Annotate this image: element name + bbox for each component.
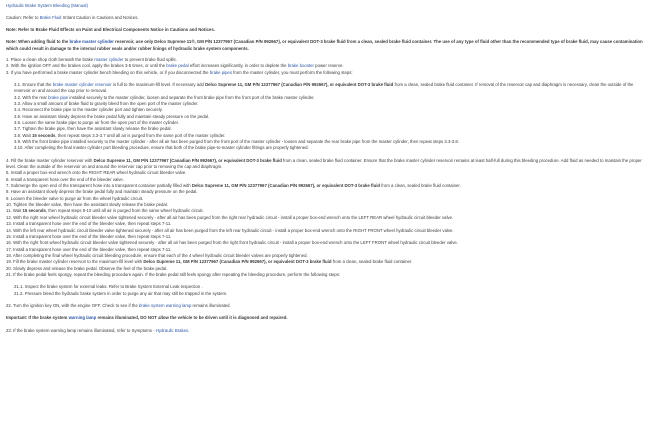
- step-text: 1. Place a clean shop cloth beneath the brake: [6, 56, 95, 62]
- brake-pedal-link[interactable]: brake pedal: [166, 63, 189, 69]
- important-text: remains illuminated, DO NOT allow the vehicle to be driven until it is diagnosed and repaired.: [96, 315, 288, 321]
- step-3-4: 3.4. Reconnect the brake pipe to the master cylinder port and tighten securely.: [14, 107, 163, 113]
- step-text: 19. Fill the brake master cylinder reservoir to the maximum-fill level with: [6, 259, 144, 265]
- step-text: 22. Turn the ignition key ON, with the engine OFF. Check to see if the: [6, 302, 140, 308]
- note-fluid: [6, 39, 644, 52]
- step-text: from a clean, sealed brake fluid container.: [331, 259, 413, 265]
- step-text: 2. With the ignition OFF and the brakes cool, apply the brakes 3-5 times, or until the: [6, 63, 167, 69]
- step-23: [6, 328, 644, 334]
- step-text: .: [188, 327, 190, 333]
- step-text: 3. If you have performed a brake master cylinder bench bleeding on this vehicle, or if you disconnected the: [6, 69, 210, 75]
- step-21-2: 21.2. Pressure bleed the hydraulic brake system in order to purge any air that may still be trapped in the system.: [14, 290, 228, 296]
- step-15: 15. Install a transparent hose over the end of the bleeder valve, then repeat steps 7-11.: [6, 233, 172, 239]
- fluid-spec: Delco Supreme 11, GM P/N 12377967 (Canadian P/N 992667), or equivalent DOT-3 brake fluid: [93, 157, 282, 163]
- step-text: 23. If the brake system warning lamp remains illuminated, refer to Symptoms -: [6, 327, 156, 333]
- step-text: is full to the maximum-fill level. If necessary add: [111, 81, 206, 87]
- note-effects: Note: Refer to Brake Fluid Effects on Paint and Electrical Components Notice in Cautions and Notices.: [6, 26, 215, 32]
- brake-booster-link[interactable]: brake booster: [287, 63, 314, 69]
- step-3-3: 3.3. Allow a small amount of brake fluid to gravity bleed from the open port of the master cylinder.: [14, 100, 199, 106]
- important-text: Important: If the brake system: [6, 315, 69, 321]
- step-3-10: 3.10. After completing the final master cylinder port bleeding procedure, ensure that both of the brake pipe-to-master cylinder fittings are properly tightened.: [14, 145, 309, 151]
- wait-time: 15 seconds: [32, 132, 56, 138]
- brake-master-cylinder-reservoir-link[interactable]: brake master cylinder reservoir: [52, 81, 112, 87]
- hydraulic-brakes-link[interactable]: Hydraulic Brakes: [155, 327, 189, 333]
- step-text: effort increases significantly, in order to deplete the: [188, 63, 288, 69]
- brake-pipe-link[interactable]: brake pipe: [48, 94, 69, 100]
- note-fluid-b: reservoir, use only Delco Supreme 11®, GM P/N 12377967 (Canadian P/N 992667), or equivalent DOT-3 brake fluid from a clean, sealed brake fluid container. The use of any type of fluid other than the recommended type of brake fluid, may cause contamination which could result in damage to the internal rubber seals and/or rubber linings of hydraulic brake system components.: [6, 39, 643, 51]
- step-4: [6, 158, 644, 171]
- step-20: 20. Slowly depress and release the brake pedal. Observe the feel of the brake pedal.: [6, 265, 168, 271]
- step-6: 6. Install a transparent hose over the end of the bleeder valve.: [6, 176, 125, 182]
- step-text: installed securely to the master cylinder, loosen and separate the front brake pipe from the front port of the brake master cylinder.: [68, 94, 315, 100]
- step-text: from the master cylinder, you must perform the following steps:: [231, 69, 353, 75]
- note-fluid-a: Note: When adding fluid to the: [6, 39, 70, 45]
- step-21: 21. If the brake pedal feels spongy, repeat the bleeding procedure again. If the brake pedal still feels spongy after repeating the bleeding procedure, perform the following steps:: [6, 271, 341, 277]
- step-text: 3.8. Wait: [14, 132, 32, 138]
- step-text: remains illuminated.: [191, 302, 231, 308]
- step-text: 3.1. Ensure that the: [14, 81, 53, 87]
- step-14: 14. With the left rear wheel hydraulic circuit bleeder valve tightened securely - after all air has been purged from the left rear hydraulic circuit - install a proper box-end wrench onto the RIGHT FRONT wheel hydraulic circuit bleeder valve.: [6, 227, 454, 233]
- step-text: , then repeat steps 8-10 until all air is purged from the same wheel hydraulic circuit.: [45, 208, 204, 214]
- step-3-1: [6, 82, 644, 95]
- brake-pipes-link[interactable]: brake pipes: [209, 69, 232, 75]
- warning-lamp-link[interactable]: warning lamp: [68, 315, 97, 321]
- fluid-spec: Delco Supreme 11, GM P/N 12377967 (Canadian P/N 992667), or equivalent DOT-3 brake fluid: [205, 81, 394, 87]
- step-3-9: 3.9. With the front brake pipe installed securely to the master cylinder - after all air has been purged from the front port of the master cylinder - loosen and separate the rear brake pipe from the master cylinder, then repeat steps 3.3-3.8.: [14, 139, 459, 145]
- step-16: 16. With the right front wheel hydraulic circuit bleeder valve tightened securely - after all air has been purged from the right front hydraulic circuit - install a proper box-end wrench onto the LEFT FRONT wheel hydraulic circuit bleeder valve.: [6, 240, 458, 246]
- master-cylinder-link[interactable]: master cylinder: [94, 56, 124, 62]
- step-8: 8. Have an assistant slowly depress the brake pedal fully and maintain steady pressure on the pedal.: [6, 189, 198, 195]
- wait-time: 15 seconds: [22, 208, 46, 214]
- step-text: 3.2. With the rear: [14, 94, 49, 100]
- step-18: 18. After completing the final wheel hydraulic circuit bleeding procedure, ensure that each of the 4 wheel hydraulic circuit bleeder valves are properly tightened.: [6, 252, 308, 258]
- step-5: 5. Install a proper box-end wrench onto the RIGHT REAR wheel hydraulic circuit bleeder valve.: [6, 170, 187, 176]
- step-text: to prevent brake fluid spills.: [123, 56, 177, 62]
- step-10: 10. Tighten the bleeder valve, then have the assistant slowly release the brake pedal.: [6, 202, 168, 208]
- step-text: from a clean, sealed brake fluid container. If removal of the reservoir cap and diaphragm is necessary, clean the outside of the reservoir on and around the cap prior to removal.: [14, 81, 634, 94]
- step-12: 12. With the right rear wheel hydraulic circuit bleeder valve tightened securely - after all air has been purged from the right rear hydraulic circuit - install a proper box-end wrench onto the LEFT REAR wheel hydraulic circuit bleeder valve.: [6, 214, 454, 220]
- brake-fluid-link[interactable]: Brake Fluid: [39, 14, 62, 20]
- step-text: 7. Submerge the open end of the transparent hose into a transparent container partially filled with: [6, 183, 192, 189]
- brake-system-warning-lamp-link[interactable]: brake system warning lamp: [139, 302, 192, 308]
- step-text: from a clean, sealed brake fluid container. Ensure that the brake master cylinder reservoir remains at least half-full during this bleeding procedure. Add fluid as needed to maintain the proper level. Clean the outside of the reservoir on and around the reservoir cap prior to removing the cap and diaphragm.: [6, 157, 642, 170]
- brake-master-cylinder-link[interactable]: brake master cylinder: [69, 39, 114, 45]
- fluid-spec: Delco Supreme 11, GM P/N 12377967 (Canadian P/N 992667), or equivalent DOT-3 brake fluid: [191, 183, 381, 189]
- step-text: 4. Fill the brake master cylinder reservoir with: [6, 157, 94, 163]
- fluid-spec: Delco Supreme 11, GM P/N 12377967 (Canadian P/N 992667), or equivalent DOT-3 brake fluid: [143, 259, 332, 265]
- step-text: 11. Wait: [6, 208, 23, 214]
- step-text: from a clean, sealed brake fluid container.: [380, 183, 461, 189]
- step-21-1: 21.1. Inspect the brake system for external leaks. Refer to Brake System External Leak Inspection .: [14, 284, 203, 290]
- step-3-5: 3.5. Have an assistant slowly depress the brake pedal fully and maintain steady pressure on the pedal.: [14, 113, 210, 119]
- step-3-7: 3.7. Tighten the brake pipe, then have the assistant slowly release the brake pedal.: [14, 126, 172, 132]
- caution-text-post: Irritant Caution in Cautions and Notices.: [61, 14, 139, 20]
- page-title: Hydraulic Brake System Bleeding (Manual): [6, 3, 88, 8]
- step-3-6: 3.6. Loosen the same brake pipe to purge air from the open port of the master cylinder.: [14, 120, 180, 125]
- step-text: power reserve.: [313, 63, 344, 69]
- caution-text-pre: Caution: Refer to: [6, 14, 40, 20]
- step-text: , then repeat steps 3.3-3.7 until all air is purged from the same port of the master cylinder.: [55, 132, 226, 138]
- caution-line: [6, 15, 644, 21]
- step-17: 17. Install a transparent hose over the end of the bleeder valve, then repeat steps 7-11.: [6, 246, 172, 252]
- step-9: 9. Loosen the bleeder valve to purge air from the wheel hydraulic circuit.: [6, 195, 144, 201]
- step-13: 13. Install a transparent hose over the end of the bleeder valve, then repeat steps 7-11.: [6, 221, 172, 227]
